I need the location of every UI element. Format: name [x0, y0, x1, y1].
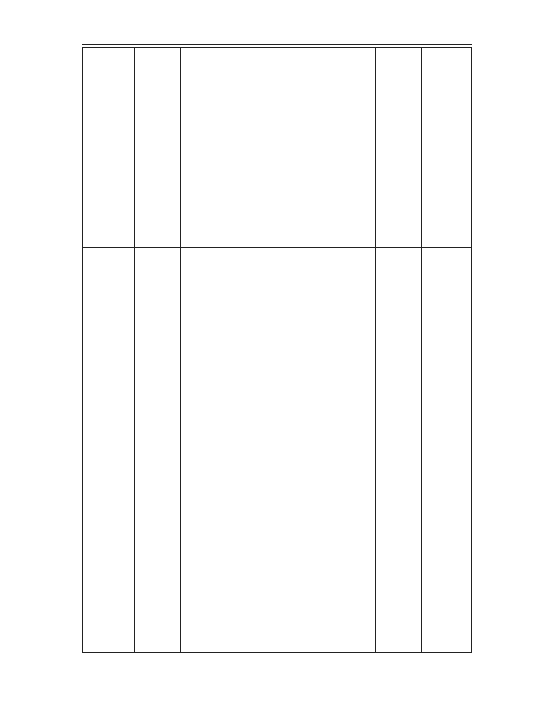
row-divider [83, 247, 471, 248]
checklist-table [82, 47, 472, 653]
column-divider [134, 48, 135, 652]
column-divider [375, 48, 376, 652]
column-divider [421, 48, 422, 652]
page-header [82, 30, 471, 42]
column-divider [180, 48, 181, 652]
header-rule [82, 44, 472, 45]
